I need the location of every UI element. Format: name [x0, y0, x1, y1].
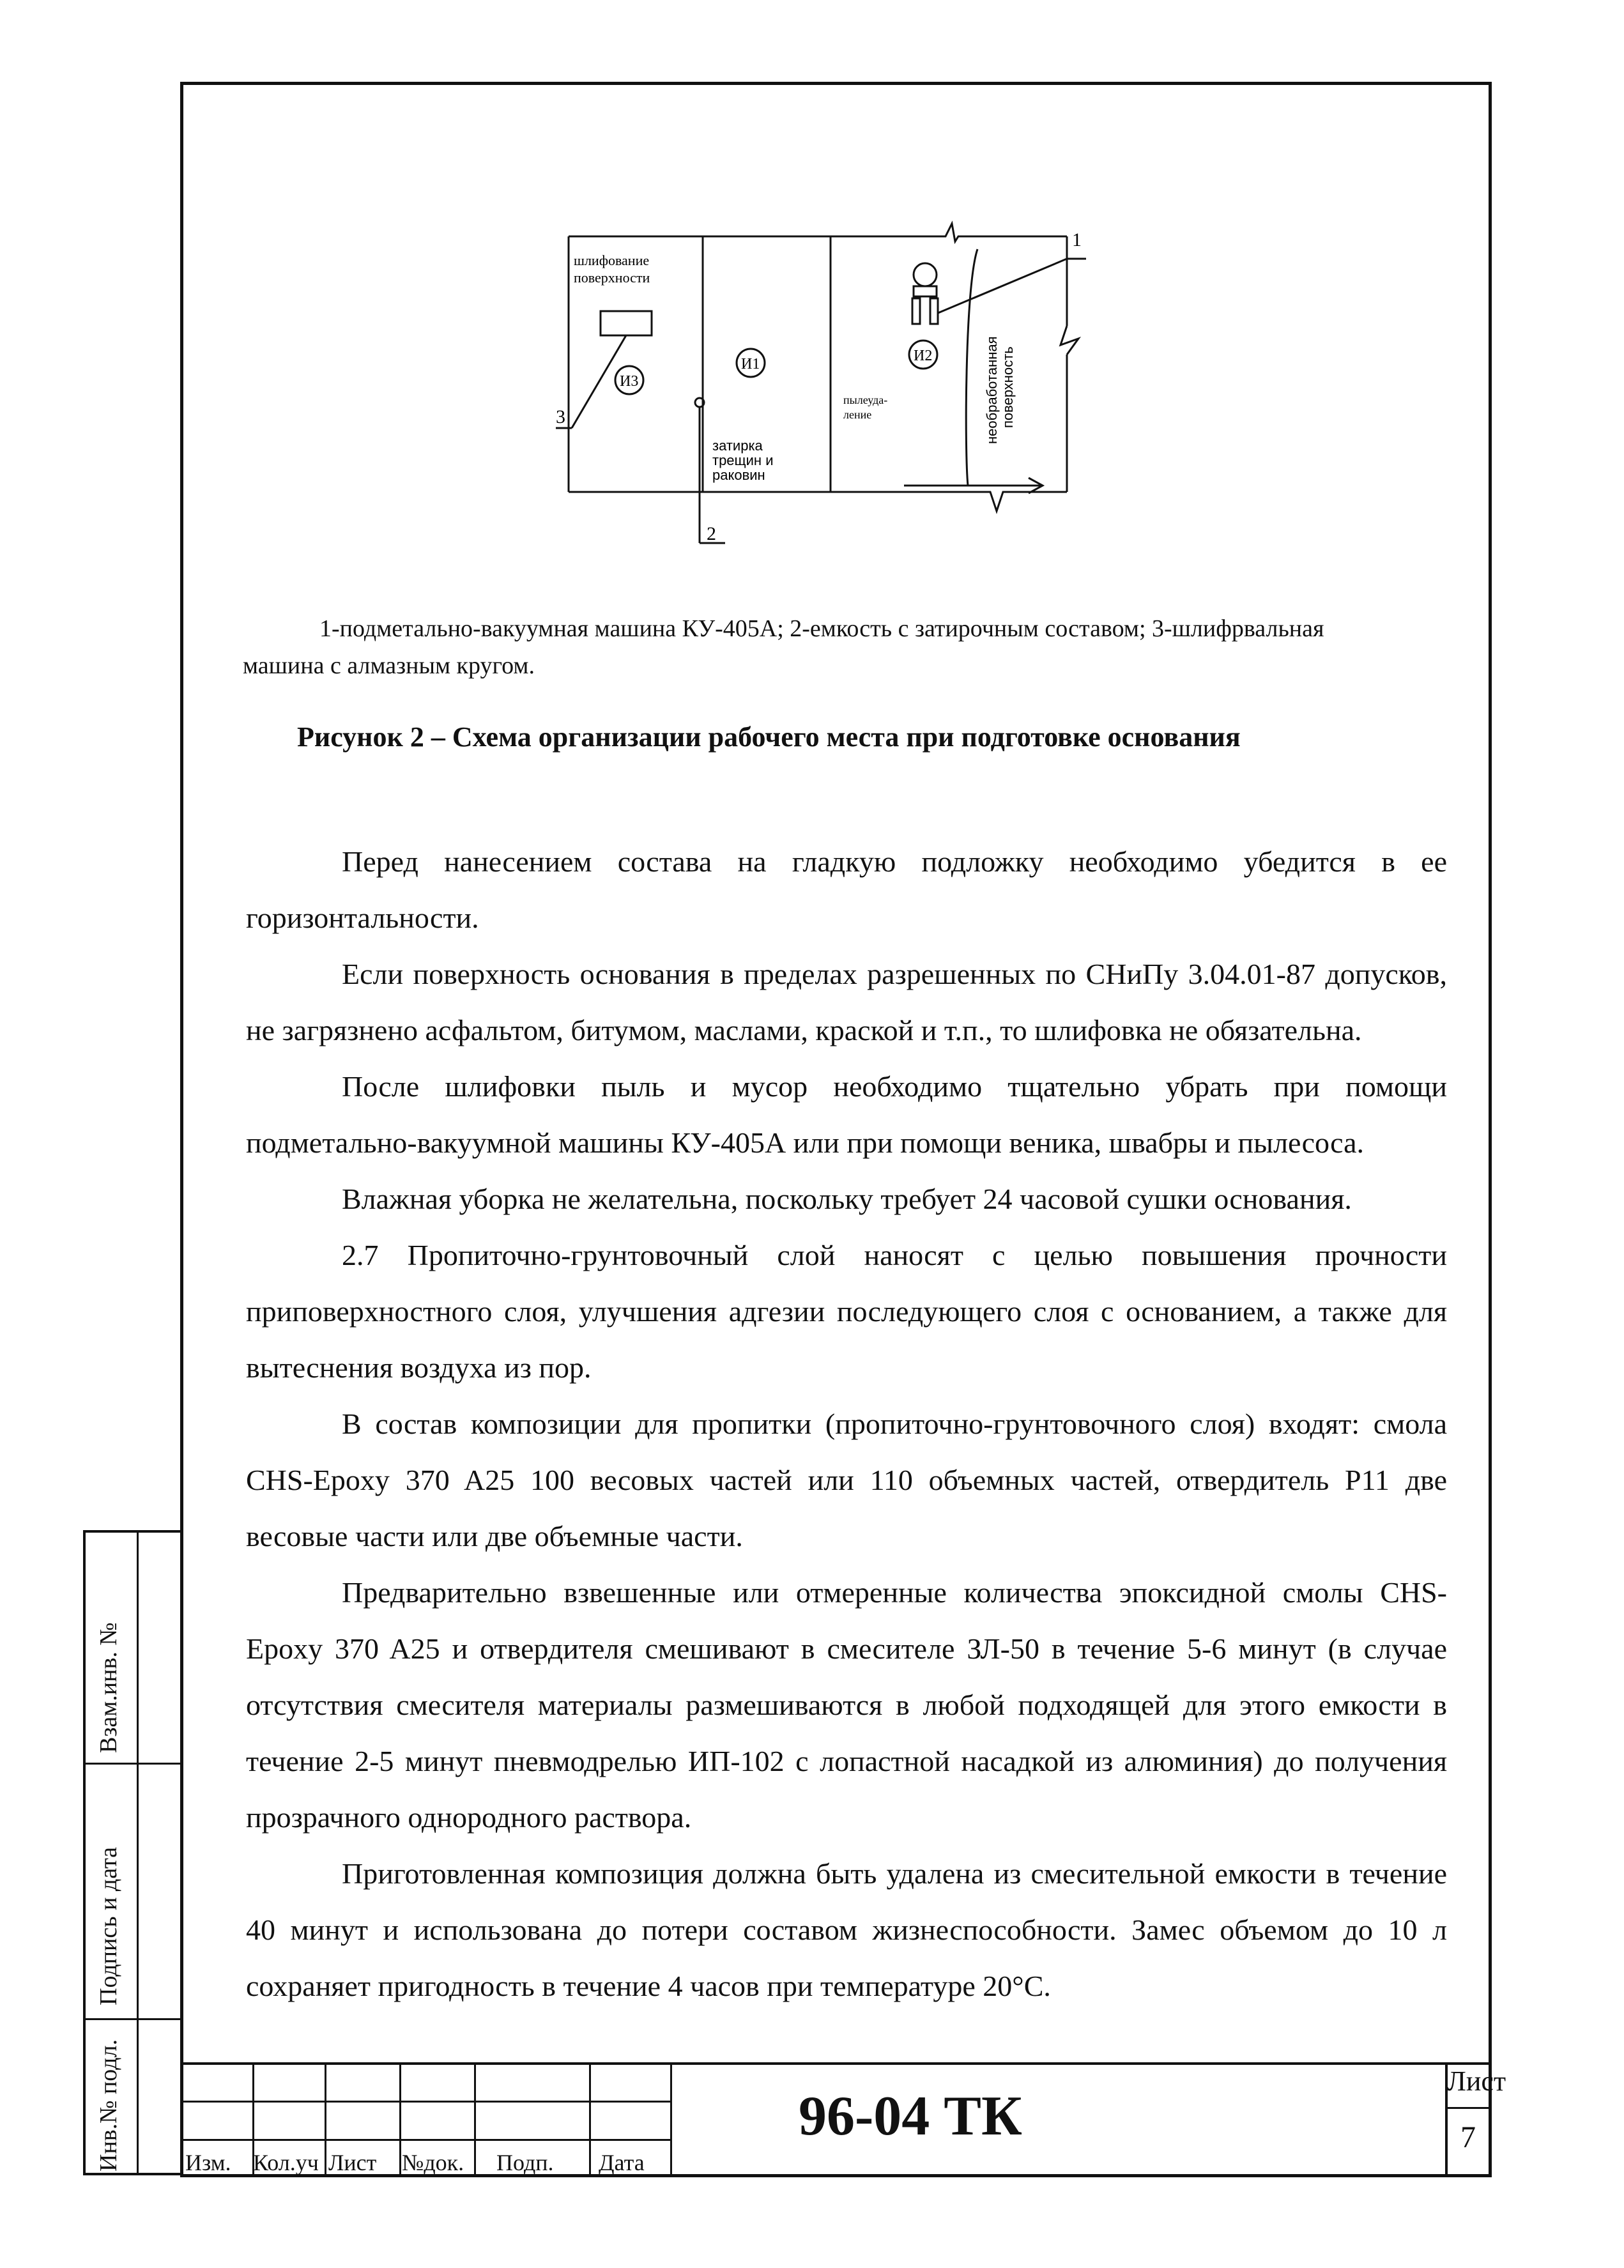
zone-patching-line2: трещин и — [712, 452, 774, 468]
workplace-diagram — [556, 211, 1105, 569]
paragraph: Если поверхность основания в пределах разрешенных по СНиПу 3.04.01-87 допусков, не загрязнено асфальтом, битумом, маслами, краской и т.п., то шлифовка не обязательна. — [246, 958, 1447, 1046]
zone-dust-line2: ление — [843, 408, 872, 421]
zone-patching-line1: затирка — [712, 438, 763, 454]
col-label-kol: Кол.уч — [253, 2150, 319, 2175]
figure-title: Рисунок 2 – Схема организации рабочего места при подготовке основания — [297, 721, 1241, 753]
paragraph: После шлифовки пыль и мусор необходимо тщательно убрать при помощи подметально-вакуумной машины КУ-405А или при помощи веника, швабры и пылесоса. — [246, 1070, 1447, 1159]
stamp-signature-date: Подпись и дата — [95, 1846, 122, 2005]
doc-code: 96-04 ТК — [799, 2085, 1022, 2147]
paragraph: Влажная уборка не желательна, поскольку требует 24 часовой сушки основания. — [342, 1183, 1352, 1215]
col-label-izm: Изм. — [185, 2150, 231, 2175]
col-label-list: Лист — [328, 2150, 377, 2175]
figure-legend-line2: машина с алмазным кругом. — [243, 652, 535, 679]
marker-2: 2 — [707, 523, 716, 544]
worker-3-label: И3 — [620, 373, 639, 390]
marker-1: 1 — [1072, 229, 1082, 250]
paragraph: Перед нанесением состава на гладкую подложку необходимо убедится в ее горизонтальности. — [246, 845, 1447, 934]
zone-untreated-line1: необработанная — [984, 336, 1000, 444]
worker-1-label: И1 — [741, 356, 760, 372]
col-label-ndok: №док. — [402, 2150, 464, 2175]
side-stamp — [83, 1530, 180, 2175]
paragraph: Предварительно взвешенные или отмеренные количества эпоксидной смолы CHS-Epoxy 370 A25 и отвердителя смешивают в смесителе ЗЛ-50 в течение 5-6 минут (в случае отсутствия смесителя материалы размешиваются в любой подходящей для этого емкости в течение 2-5 минут пневмодрелью ИП-102 с лопастной насадкой из алюминия) до получения прозрачного однородного раствора. — [246, 1576, 1447, 1834]
figure-legend-line1: 1-подметально-вакуумная машина КУ-405А; 2-емкость с затирочным составом; 3-шлифрвальная — [319, 615, 1324, 642]
zone-dust-line1: пылеуда- — [843, 394, 888, 406]
zone-untreated-line2: поверхность — [1000, 346, 1016, 428]
paragraph: 2.7 Пропиточно-грунтовочный слой наносят с целью повышения прочности приповерхностного слоя, улучшения адгезии последующего слоя с основанием, а также для вытеснения воздуха из пор. — [246, 1239, 1447, 1384]
marker-3: 3 — [556, 406, 565, 427]
sheet-label: Лист — [1447, 2065, 1506, 2097]
paragraph: В состав композиции для пропитки (пропиточно-грунтовочного слоя) входят: смола CHS-Epoxy 370 A25 100 весовых частей или 110 объемных частей, отвердитель P11 две весовые части или две объемные части. — [246, 1407, 1447, 1552]
zone-patching-line3: раковин — [712, 467, 765, 483]
body-text — [246, 834, 1447, 2014]
zone-grinding-line2: поверхности — [574, 270, 650, 286]
zone-grinding-line1: шлифование — [574, 252, 650, 268]
stamp-inv-original: Инв.№ подл. — [95, 2039, 122, 2172]
sheet-number: 7 — [1460, 2120, 1476, 2154]
worker-2-label: И2 — [914, 348, 933, 364]
col-label-data: Дата — [599, 2150, 645, 2175]
paragraph: Приготовленная композиция должна быть удалена из смесительной емкости в течение 40 минут и использована до потери составом жизнеспособности. Замес объемом до 10 л сохраняет пригодность в течение 4 часов при температуре 20°С. — [246, 1857, 1447, 2002]
stamp-replace-inv: Взам.инв. № — [95, 1622, 122, 1753]
col-label-podp: Подп. — [496, 2150, 554, 2175]
